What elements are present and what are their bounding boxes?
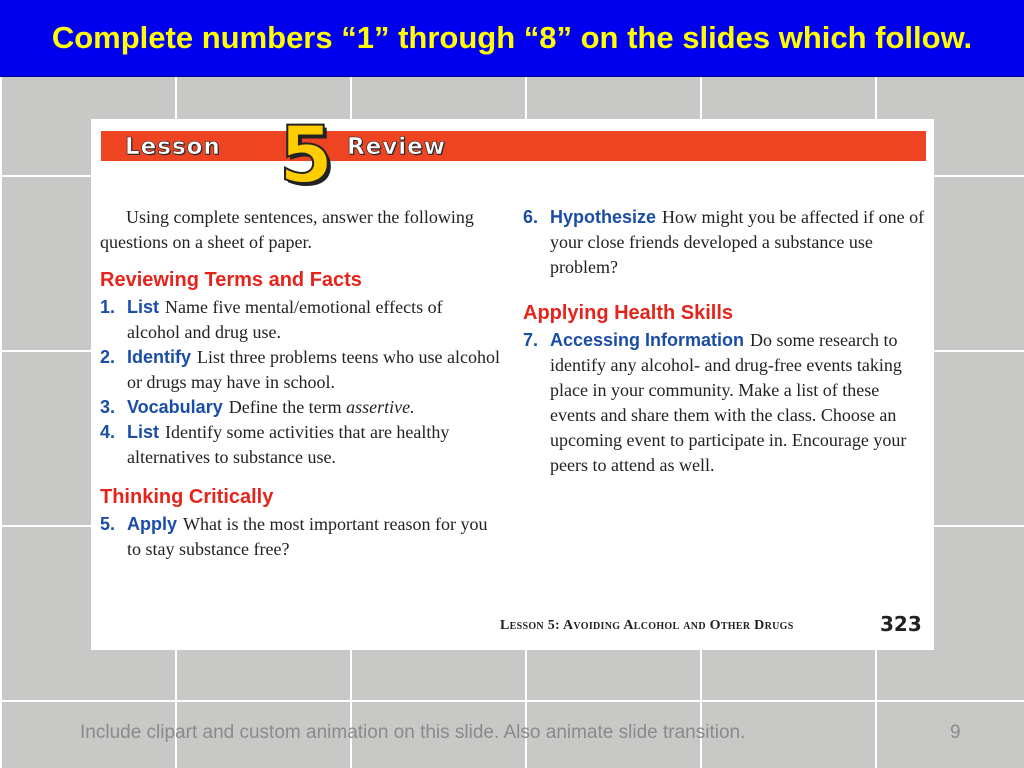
page-footer: Lesson 5: Avoiding Alcohol and Other Drugs — [500, 618, 794, 633]
question-text: What is the most important reason for you to stay substance free? — [127, 514, 488, 559]
question-text: List three problems teens who use alcohol or drugs may have in school. — [127, 347, 500, 392]
question-number: 6. — [523, 207, 539, 227]
section-heading-thinking: Thinking Critically — [100, 486, 274, 508]
left-column — [100, 205, 500, 562]
question-keyword: Hypothesize — [550, 207, 657, 227]
question-item — [100, 512, 500, 562]
question-text: Define the term — [228, 397, 342, 417]
question-keyword: List — [127, 422, 160, 442]
right-column — [523, 205, 925, 478]
banner-lesson-number: 5 — [279, 111, 334, 201]
question-text: Identify some activities that are healthy alternatives to substance use. — [127, 422, 450, 467]
question-item — [100, 395, 500, 420]
question-text: How might you be affected if one of your close friends developed a substance use problem? — [550, 207, 925, 277]
question-keyword: Accessing Information — [550, 330, 745, 350]
question-text: Do some research to identify any alcohol- and drug-free events taking place in your community. Make a list of these events and share them with the class. Choose an upcoming event to participate in. Encourage your peers to attend as well. — [550, 330, 907, 475]
question-item — [523, 205, 925, 280]
lesson-banner — [101, 111, 926, 201]
question-item — [100, 345, 500, 395]
question-number: 5. — [100, 514, 116, 534]
intro-text: Using complete sentences, answer the following questions on a sheet of paper. — [100, 207, 474, 252]
question-keyword: List — [127, 297, 160, 317]
question-emphasis: assertive. — [346, 397, 415, 417]
question-item — [100, 295, 500, 345]
slide-number: 9 — [950, 722, 961, 743]
question-keyword: Identify — [127, 347, 192, 367]
question-text: Name five mental/emotional effects of alcohol and drug use. — [127, 297, 443, 342]
question-number: 1. — [100, 297, 116, 317]
textbook-page — [91, 111, 934, 650]
section-heading-applying: Applying Health Skills — [523, 302, 734, 324]
question-item — [100, 420, 500, 470]
question-number: 3. — [100, 397, 116, 417]
question-item — [523, 328, 925, 478]
slide-note: Include clipart and custom animation on this slide. Also animate slide transition. — [80, 722, 746, 743]
banner-review-text: Review — [347, 134, 447, 160]
slide-title: Complete numbers “1” through “8” on the slides which follow. — [51, 20, 973, 55]
question-keyword: Apply — [127, 514, 178, 534]
slide-header — [0, 0, 1024, 77]
question-number: 2. — [100, 347, 116, 367]
page-number: 323 — [880, 612, 922, 636]
question-number: 4. — [100, 422, 116, 442]
question-number: 7. — [523, 330, 539, 350]
question-keyword: Vocabulary — [127, 397, 223, 417]
section-heading-reviewing: Reviewing Terms and Facts — [100, 269, 362, 291]
banner-lesson-text: Lesson — [125, 134, 221, 160]
